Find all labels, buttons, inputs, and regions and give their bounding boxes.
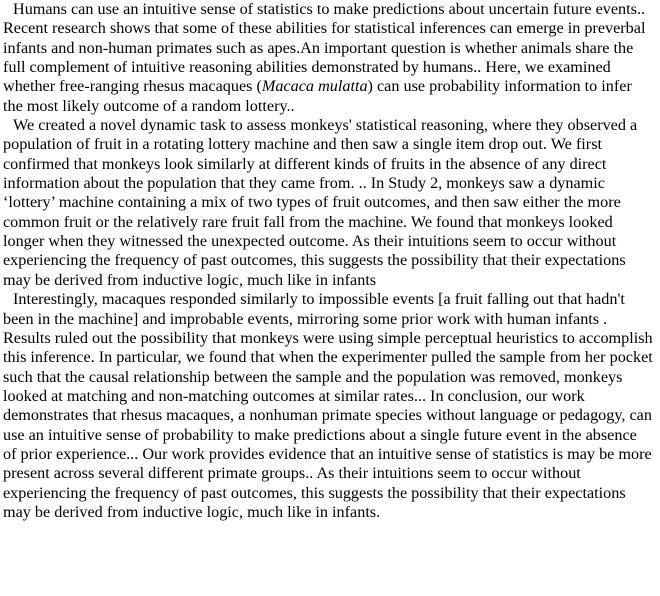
species-name: Macaca mulatta [261, 77, 368, 96]
paragraph-1-text-a: Humans can use an intuitive sense of statistics to make predictions about uncertain future events.. Recent research shows that some of these abilities for statistical inferences can emerge in preverbal infants and non-human primates such as apes.An important question is whether animals share the full complement of intuitive reasoning abilities demonstrated by humans.. Here, we examined whether free-ranging rhesus macaques ( [3, 0, 646, 96]
paragraph-1-text-b: ) can use probability information to infer the most likely outcome of a random lottery.. [3, 77, 632, 115]
paragraph-1 [3, 0, 654, 116]
paragraph-2: We created a novel dynamic task to assess monkeys' statistical reasoning, where they observed a population of fruit in a rotating lottery machine and then saw a single item drop out. We first confirmed that monkeys look similarly at different kinds of fruits in the absence of any direct information about the population that they came from. .. In Study 2, monkeys saw a dynamic ‘lottery’ machine containing a mix of two types of fruit outcomes, and then saw either the more common fruit or the relatively rare fruit fall from the machine. We found that monkeys looked longer when they witnessed the unexpected outcome. As their intuitions seem to occur without experiencing the frequency of past outcomes, this suggests the possibility that their expectations may be derived from inductive logic, much like in infants [3, 116, 638, 289]
paragraph-3: Interestingly, macaques responded similarly to impossible events [a fruit falling out that hadn't been in the machine] and improbable events, mirroring some prior work with human infants . Results ruled out the possibility that monkeys were using simple perceptual heuristics to accomplish this inference. In particular, we found that when the experimenter pulled the sample from her pocket such that the causal relationship between the sample and the population was removed, monkeys looked at matching and non-matching outcomes at similar rates... In conclusion, our work demonstrates that rhesus macaques, a nonhuman primate species without language or pedagogy, can use an intuitive sense of probability to make predictions about a single future event in the absence of prior experience... Our work provides evidence that an intuitive sense of statistics is may be more present across several different primate groups.. As their intuitions seem to occur without experiencing the frequency of past outcomes, this suggests the possibility that their expectations may be derived from inductive logic, much like in infants. [3, 290, 653, 521]
